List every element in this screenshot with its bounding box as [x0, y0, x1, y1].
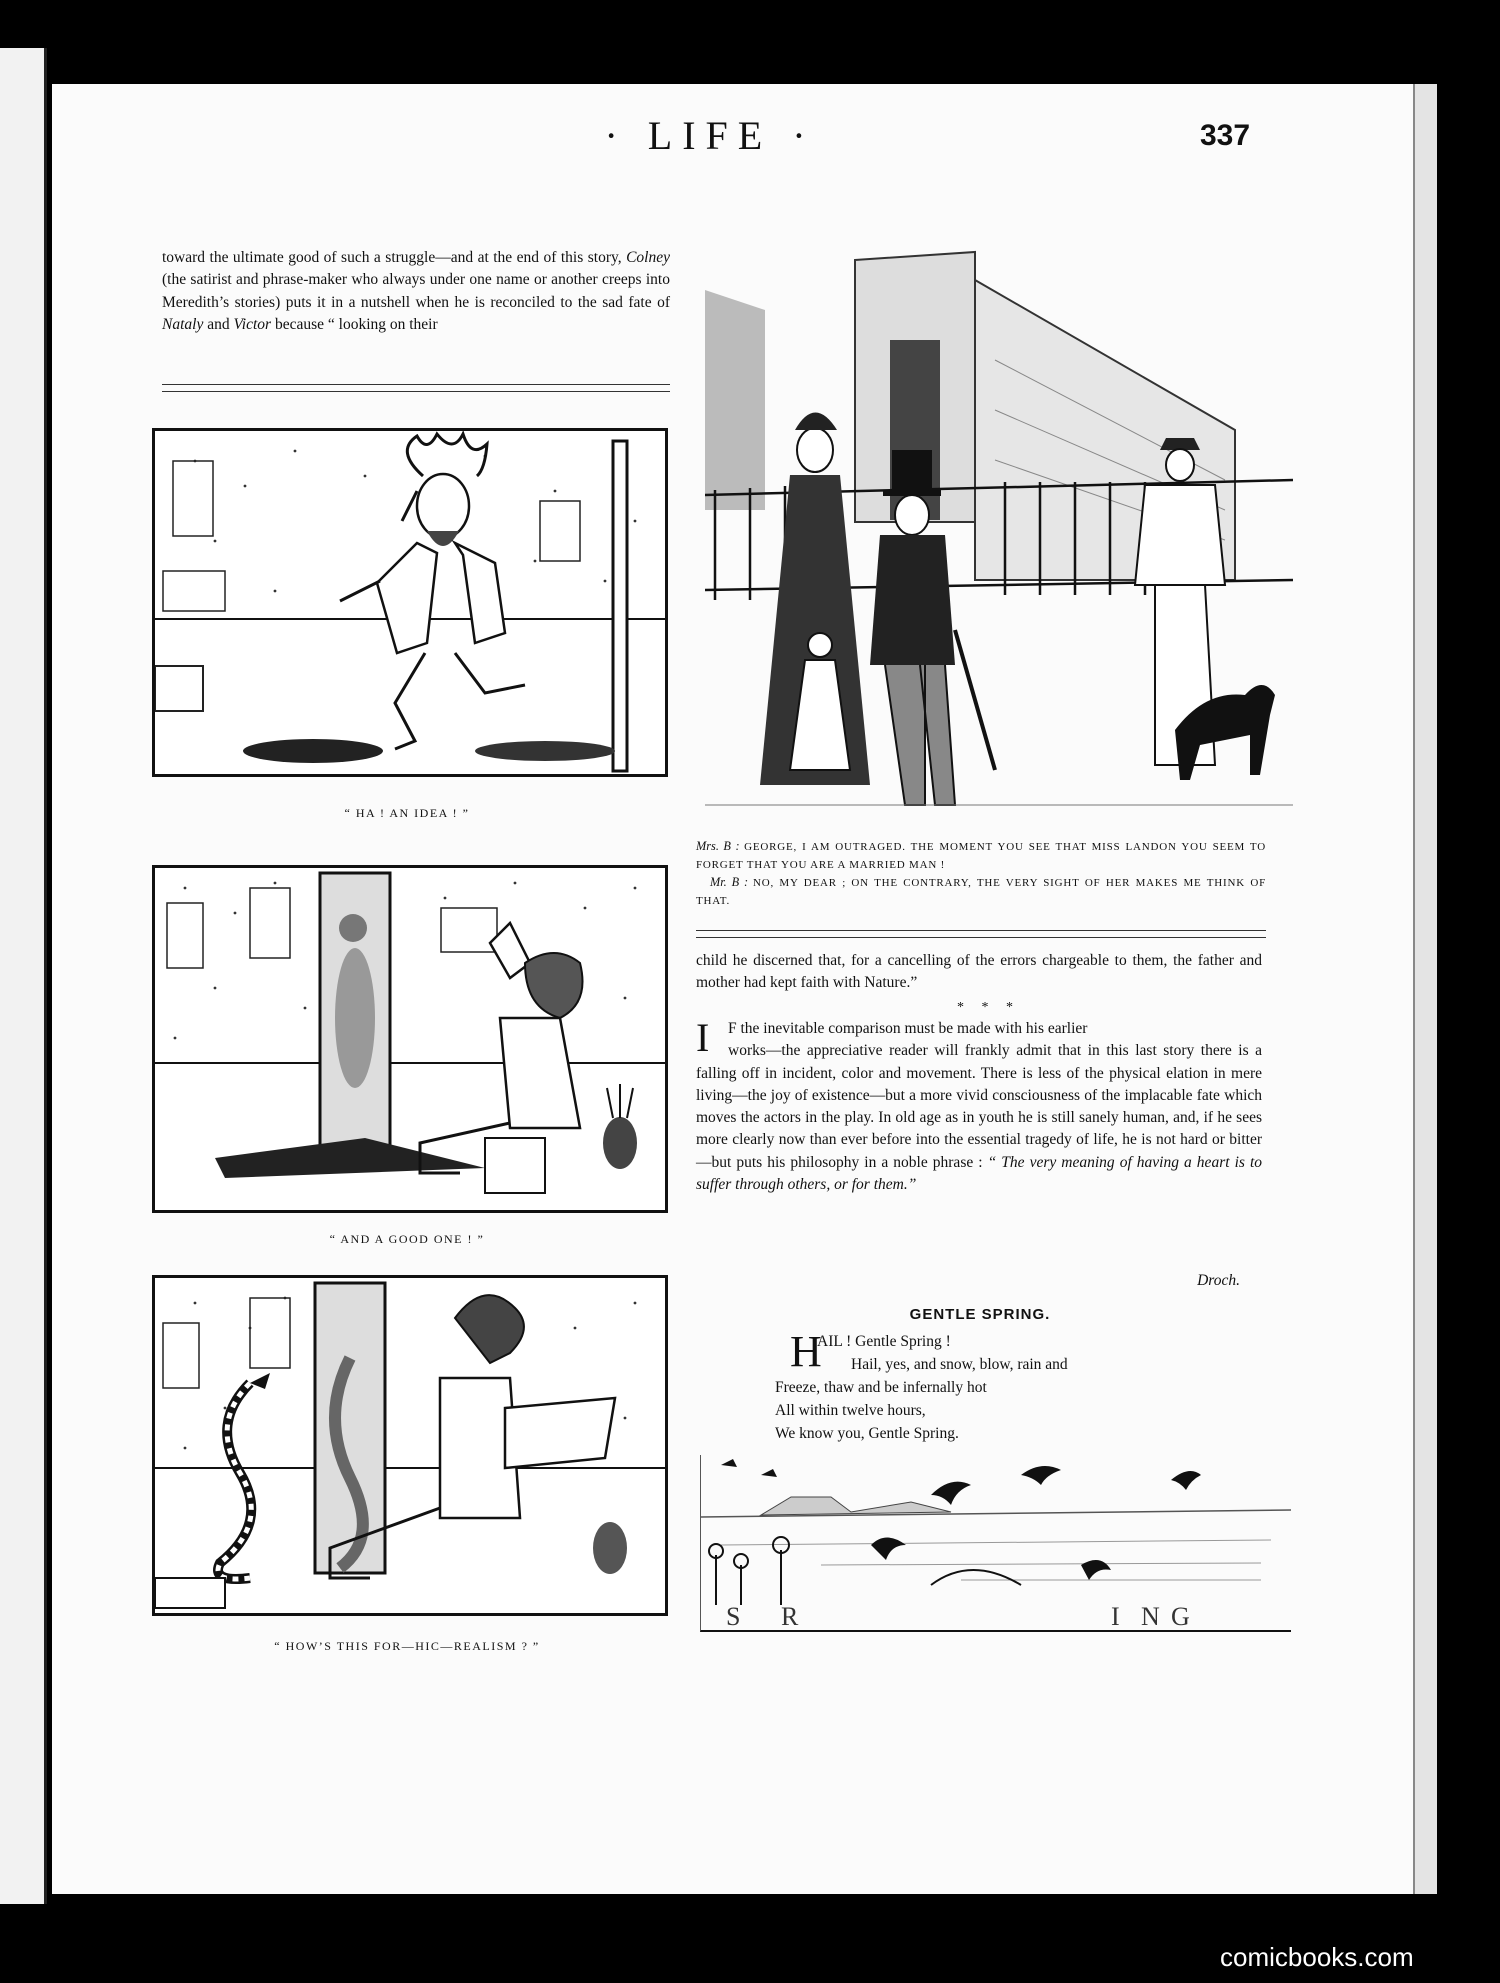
paragraph-body	[696, 1040, 1262, 1196]
dialog-line-mrs-b: GEORGE, I AM OUTRAGED. THE MOMENT YOU SEE THAT MISS LANDON YOU SEEM TO FORGET THAT YOU ARE A MARRIED MAN !	[696, 841, 1266, 871]
spring-landscape-illustration	[700, 1455, 1291, 1632]
poem-drop-cap: H	[790, 1327, 822, 1376]
paragraph-rest: works—the appreciative reader will frankly admit that in this last story there is a falling off in incident, color and movement. There is less of the physical elation in mere living—the joy of existence—but a more vivid consciousness of the implacable fate which moves the actors in the play. In old age as in youth he is still sanely human, and, if he sees more clearly now than ever before into the essential tragedy of life, he is not hard or bitter—but puts his philosophy in a noble phrase :	[696, 1042, 1262, 1171]
street-scene-illustration	[705, 250, 1293, 830]
text-part: toward the ultimate good of such a struggle—and at the end of this story,	[162, 249, 627, 266]
noble-phrase-quote: “ The very meaning of having a heart is to suffer through others, or for them.”	[696, 1153, 1263, 1194]
poem-line-5: We know you, Gentle Spring.	[775, 1425, 959, 1442]
speaker-mr-b: Mr. B :	[710, 875, 749, 889]
paragraph-first-line: F the inevitable comparison must be made with his earlier	[728, 1020, 1088, 1037]
text-part: and	[203, 315, 234, 333]
artist-painting-drawing	[155, 868, 665, 1210]
svg-text:N: N	[1141, 1602, 1160, 1630]
svg-text:G: G	[1171, 1602, 1190, 1630]
poem	[775, 1327, 1215, 1450]
svg-text:I: I	[1111, 1602, 1120, 1630]
poem-line-2: Hail, yes, and snow, blow, rain and	[851, 1356, 1068, 1373]
running-head: · LIFE ·	[604, 113, 816, 158]
cartoon-panel-1	[152, 428, 668, 777]
section-rule	[696, 930, 1266, 938]
continuation-text: child he discerned that, for a cancelling of the errors chargeable to them, the father and mother had kept faith with Nature.”	[696, 952, 1262, 992]
text-part: because “ looking on their	[271, 315, 438, 333]
name-nataly: Nataly	[162, 315, 204, 333]
text-part: (the satirist and phrase-maker who always under one name or another creeps into Meredith’s stories) puts it in a nutshell when he is reconciled to the sad fate of	[162, 271, 670, 311]
page-number: 337	[1200, 119, 1251, 152]
left-column-text	[162, 247, 670, 377]
artist-idea-drawing	[155, 431, 665, 774]
facing-page-edge	[0, 48, 47, 1904]
illustration-dialog	[696, 838, 1266, 918]
artist-realism-drawing	[155, 1278, 665, 1613]
dialog-line-mr-b: NO, MY DEAR ; ON THE CONTRARY, THE VERY SIGHT OF HER MAKES ME THINK OF THAT.	[696, 877, 1266, 907]
section-rule	[162, 384, 670, 392]
panel-2-caption: “ AND A GOOD ONE ! ”	[329, 1232, 485, 1246]
section-separator: * * *	[957, 1000, 1013, 1015]
poem-title: GENTLE SPRING.	[909, 1306, 1051, 1323]
panel-1-caption: “ HA ! AN IDEA ! ”	[344, 806, 470, 820]
street-scene-drawing	[705, 250, 1293, 830]
dialog-mr-b	[696, 874, 1266, 910]
cartoon-panel-3	[152, 1275, 668, 1616]
svg-text:R: R	[781, 1602, 799, 1630]
author-signature: Droch.	[1197, 1272, 1240, 1289]
spring-landscape-drawing	[701, 1455, 1291, 1630]
name-colney: Colney	[626, 249, 670, 266]
poem-line-4: All within twelve hours,	[775, 1402, 926, 1419]
speaker-mrs-b: Mrs. B :	[696, 839, 740, 853]
dialog-mrs-b	[696, 838, 1266, 874]
name-victor: Victor	[233, 315, 272, 333]
watermark-text: comicbooks.com	[1220, 1942, 1414, 1972]
poem-line-3: Freeze, thaw and be infernally hot	[775, 1379, 987, 1396]
cartoon-panel-2	[152, 865, 668, 1213]
svg-text:S: S	[726, 1602, 741, 1630]
drop-cap-i: I	[696, 1015, 710, 1060]
panel-3-caption: “ HOW’S THIS FOR—HIC—REALISM ? ”	[274, 1639, 540, 1653]
poem-line-1: AIL ! Gentle Spring !	[817, 1333, 951, 1350]
review-paragraph	[696, 1015, 1263, 1293]
page-thickness-edge	[1413, 84, 1437, 1894]
